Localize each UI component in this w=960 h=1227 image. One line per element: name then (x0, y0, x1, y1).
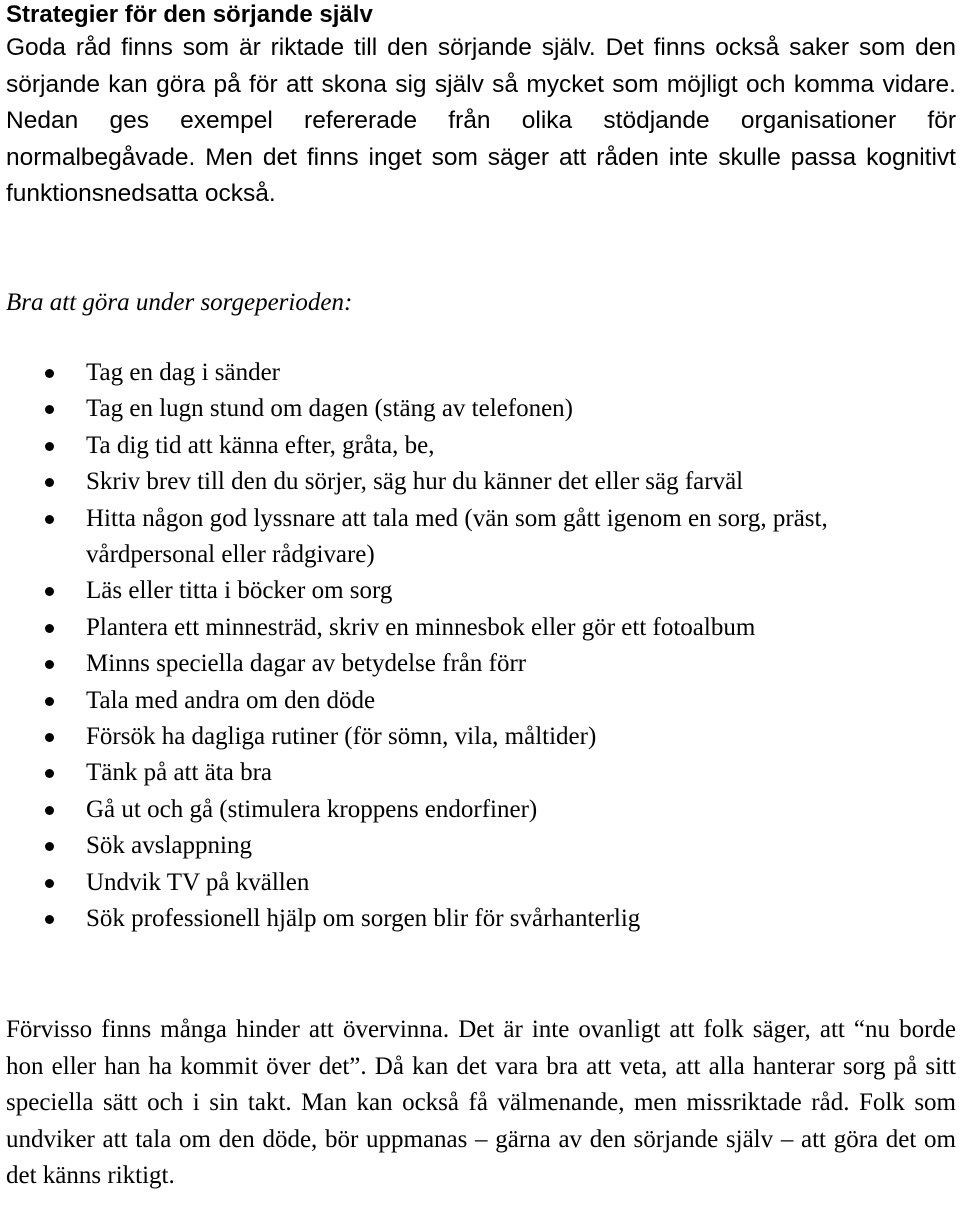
list-item (6, 391, 956, 427)
bullet-icon (45, 660, 54, 669)
list-item-text: Tag en lugn stund om dagen (stäng av telefonen) (86, 395, 573, 423)
list-item (6, 828, 956, 864)
bullet-icon (45, 879, 54, 888)
list-item-text: Tala med andra om den döde (86, 686, 376, 714)
list-item (6, 501, 956, 574)
bullet-icon (45, 442, 54, 451)
intro-paragraph: Goda råd finns som är riktade till den sörjande själv. Det finns också saker som den sörjande kan göra på för att skona sig själv så mycket som möjligt och komma vidare. Nedan ges exempel refererade från olika stödjande organisationer för normalbegåvade. Men det finns inget som säger att råden inte skulle passa kognitivt funktionsnedsatta också. (6, 34, 956, 207)
list-item-text: Tänk på att äta bra (86, 759, 273, 787)
closing-paragraph: Förvisso finns många hinder att övervinna. Det är inte ovanligt att folk säger, att “nu borde hon eller han ha kommit över det”. Då kan det vara bra att veta, att alla hanterar sorg på sitt speciella sätt och i sin takt. Man kan också få välmenande, men missriktade råd. Folk som undviker att tala om den döde, bör uppmanas – gärna av den sörjande själv – att göra det om det känns riktigt. (6, 1016, 956, 1189)
list-item-text: Undvik TV på kvällen (86, 868, 310, 896)
list-item-text: Tag en dag i sänder (86, 359, 281, 386)
advice-list (6, 355, 956, 938)
list-item (6, 464, 956, 500)
list-item (6, 755, 956, 791)
list-item-text: Försök ha dagliga rutiner (för sömn, vila, måltider) (86, 723, 597, 751)
list-item (6, 428, 956, 464)
bullet-icon (45, 806, 54, 815)
list-item-text: Ta dig tid att känna efter, gråta, be, (86, 431, 435, 459)
bullet-icon (45, 733, 54, 742)
list-item (6, 355, 956, 391)
list-item (6, 646, 956, 682)
list-item-text: Minns speciella dagar av betydelse från förr (86, 650, 527, 678)
bullet-icon (45, 769, 54, 778)
bullet-icon (45, 587, 54, 596)
list-item-text: Skriv brev till den du sörjer, säg hur du känner det eller säg farväl (86, 468, 744, 496)
list-item-text: Hitta någon god lyssnare att tala med (vän som gått igenom en sorg, präst, vårdpersonal eller rådgivare) (86, 504, 828, 569)
bullet-icon (45, 915, 54, 924)
list-item-text: Gå ut och gå (stimulera kroppens endorfiner) (86, 795, 538, 823)
bullet-icon (45, 624, 54, 633)
list-item-text: Sök professionell hjälp om sorgen blir för svårhanterlig (86, 905, 641, 933)
list-item (6, 683, 956, 719)
list-item-text: Sök avslappning (86, 832, 252, 860)
list-item (6, 865, 956, 901)
bullet-icon (45, 697, 54, 706)
list-subheading: Bra att göra under sorgeperioden: (6, 289, 353, 316)
list-item-text: Plantera ett minnesträd, skriv en minnesbok eller gör ett fotoalbum (86, 613, 756, 641)
list-item (6, 719, 956, 755)
section-heading: Strategier för den sörjande själv (6, 1, 373, 28)
list-item (6, 610, 956, 646)
list-item-text: Läs eller titta i böcker om sorg (86, 577, 393, 605)
bullet-icon (45, 515, 54, 524)
list-item (6, 573, 956, 609)
bullet-icon (45, 405, 54, 414)
list-item (6, 901, 956, 937)
list-item (6, 792, 956, 828)
bullet-icon (45, 369, 54, 378)
bullet-icon (45, 842, 54, 851)
document-page (6, 0, 956, 1189)
bullet-icon (45, 478, 54, 487)
